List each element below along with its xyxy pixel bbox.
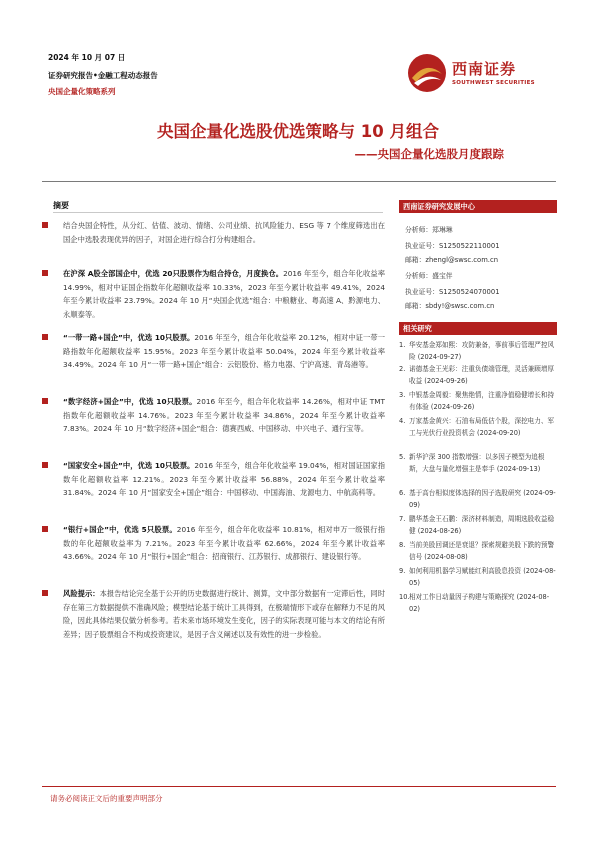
summary-divider xyxy=(53,212,383,213)
bullet-text: 结合央国企特性，从分红、估值、波动、情绪、公司业绩、抗风险能力、ESG 等 7 个维度筛选出在国企中选股表现优异的因子，对国企进行综合打分构建组合。 xyxy=(63,221,385,244)
bullet-square-icon xyxy=(42,270,48,276)
analyst-name: 分析师：郑琳琳 xyxy=(405,226,453,234)
bullet-text: “数字经济+国企”中，优选 10只股票。2016 年至今，组合年化收益率 14.26%，相对中证 TMT 指数年化超额收益率 14.76%。2023 年至今累计收益率 34.86%，2024 年至今累计收益率 7.83%。2024 年 10 月“数字经济+国企”组合：德赛西威、中国移动、中兴电子、通行宝等。 xyxy=(63,397,385,433)
bullet-text: “一带一路+国企”中，优选 10只股票。2016 年至今，组合年化收益率 20.12%，相对中证一带一路指数年化超额收益率 15.95%。2023 年至今累计收益率 50.04%，2024 年至今累计收益率 34.49%。2024 年 10 月“一带一路+国企”组合：云铝股份、格力电器、宁沪高速、青岛港等。 xyxy=(63,333,386,369)
related-research-heading: 相关研究 xyxy=(399,322,557,335)
summary-heading: 摘要 xyxy=(53,201,69,210)
bullet-square-icon xyxy=(42,526,48,532)
bullet-text: “银行+国企”中，优选 5只股票。2016 年至今，组合年化收益率 10.81%，相对申万一级银行指数的年化超额收益率为 7.21%。2023 年至今累计收益率 62.66%，2024 年至今累计收益率 43.66%。2024 年 10 月“银行+国企”组合：招商银行、江苏银行、成都银行、建设银行等。 xyxy=(63,525,385,561)
bullet-square-icon xyxy=(42,590,48,596)
analyst-email[interactable]: 邮箱：zhengl@swsc.com.cn xyxy=(405,256,499,264)
research-center-heading: 西南证券研究发展中心 xyxy=(399,200,557,213)
bullet-text: 在沪深 A股全部国企中，优选 20只股票作为组合持仓，月度换仓。2016 年至今，组合年化收益率 14.99%，相对中证国企指数年化超额收益率 10.33%，2023 年至今累计收益率 49.41%，2024 年至今累计收益率 23.79%。2024 年 10 月“央国企优选”组合：中粮糖业、粤高速 A、黔源电力、永顺泰等。 xyxy=(63,269,386,319)
bullet-square-icon xyxy=(42,398,48,404)
page-subtitle: ——央国企量化选股月度跟踪 xyxy=(354,147,504,161)
analyst-cert: 执业证号：S1250524070001 xyxy=(405,288,500,296)
analyst-email[interactable]: 邮箱：sbdy!@swsc.com.cn xyxy=(405,302,495,310)
page-title: 央国企量化选股优选策略与 10 月组合 xyxy=(157,122,439,141)
footer-divider xyxy=(42,786,556,787)
logo-subtext: SOUTHWEST SECURITIES xyxy=(452,80,535,86)
bullet-text: 风险提示：本报告结论完全基于公开的历史数据进行统计、测算，文中部分数据有一定滞后性，同时存在第三方数据提供不准确风险；模型结论基于统计工具得到，在极端情形下或存在解释力不足的风险，因此具体结果仅做分析参考。若未来市场环境发生变化，因子的实际表现可能与本文的结论有所差异；因子股票组合不构成投资建议，是因子含义阐述以及有效性的进一步检验。 xyxy=(63,589,385,639)
report-series: 央国企量化策略系列 xyxy=(48,87,116,96)
bullet-square-icon xyxy=(42,334,48,340)
analyst-cert: 执业证号：S1250522110001 xyxy=(405,242,500,250)
bullet-text: “国家安全+国企”中，优选 10只股票。2016 年至今，组合年化收益率 19.04%，相对国证国家指数年化超额收益率 12.21%。2023 年至今累计收益率 56.88%，2024 年至今累计收益率 31.84%。2024 年 10 月“国家安全+国企”组合：中国移动、中国海油、龙源电力、中航高科等。 xyxy=(63,461,386,497)
footer-disclaimer: 请务必阅读正文后的重要声明部分 xyxy=(50,794,163,803)
report-type: 证券研究报告•金融工程动态报告 xyxy=(48,71,158,80)
southwest-securities-logo-icon xyxy=(406,52,448,94)
analyst-name: 分析师：盛宝伴 xyxy=(405,272,453,280)
report-date: 2024 年 10 月 07 日 xyxy=(48,53,126,62)
logo-text: 西南证券 xyxy=(452,60,517,78)
bullet-square-icon xyxy=(42,462,48,468)
header-divider xyxy=(42,181,556,182)
bullet-square-icon xyxy=(42,222,48,228)
